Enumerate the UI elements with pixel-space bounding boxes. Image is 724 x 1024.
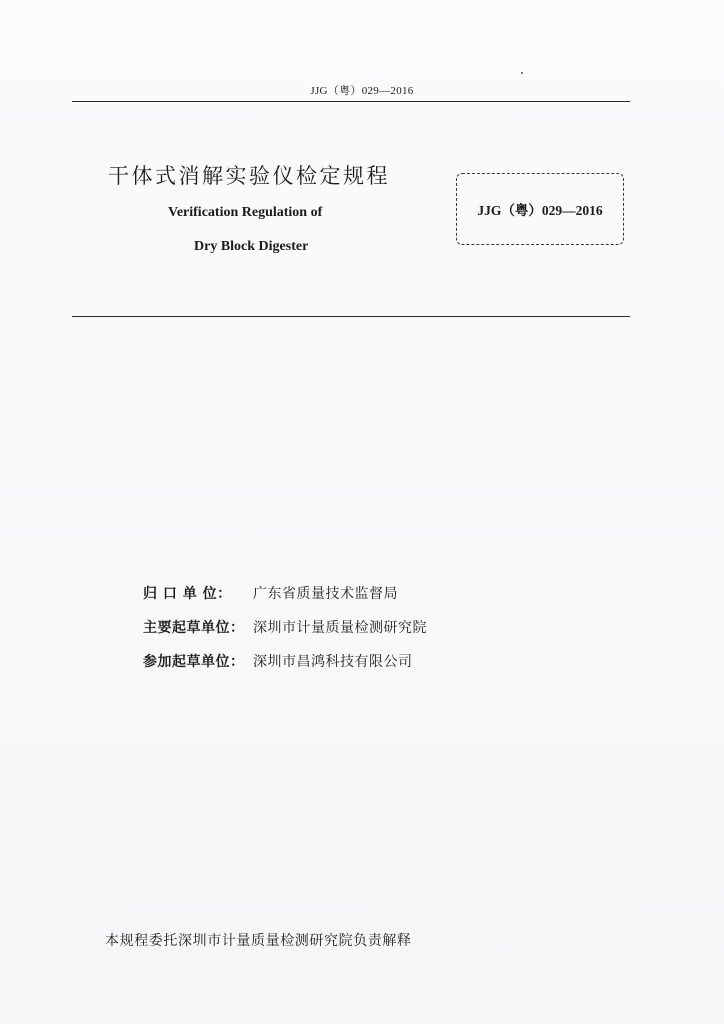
standard-code-box (456, 173, 624, 245)
title-chinese: 干体式消解实验仪检定规程 (108, 164, 390, 188)
unit-label-responsible: 归 口 单 位： (143, 586, 232, 602)
unit-value-participating-drafter: 深圳市昌鸿科技有限公司 (253, 654, 413, 670)
header-rule (72, 101, 630, 102)
unit-label-main-drafter: 主要起草单位： (143, 620, 245, 636)
drafting-units (143, 583, 427, 685)
unit-value-responsible: 广东省质量技术监督局 (253, 586, 398, 602)
unit-row-main-drafter (143, 617, 427, 651)
title-rule (72, 316, 630, 317)
title-english-line2: Dry Block Digester (194, 239, 309, 254)
scan-speck (521, 72, 523, 74)
unit-label-participating-drafter: 参加起草单位： (143, 654, 245, 670)
unit-row-participating-drafter (143, 651, 427, 685)
unit-value-main-drafter: 深圳市计量质量检测研究院 (253, 620, 427, 636)
standard-code-box-text: JJG（粤）029—2016 (477, 203, 603, 218)
unit-row-responsible (143, 583, 427, 617)
title-english-line1: Verification Regulation of (168, 205, 323, 220)
interpretation-note: 本规程委托深圳市计量质量检测研究院负责解释 (105, 933, 412, 949)
header-standard-code: JJG（粤）029—2016 (310, 85, 414, 97)
